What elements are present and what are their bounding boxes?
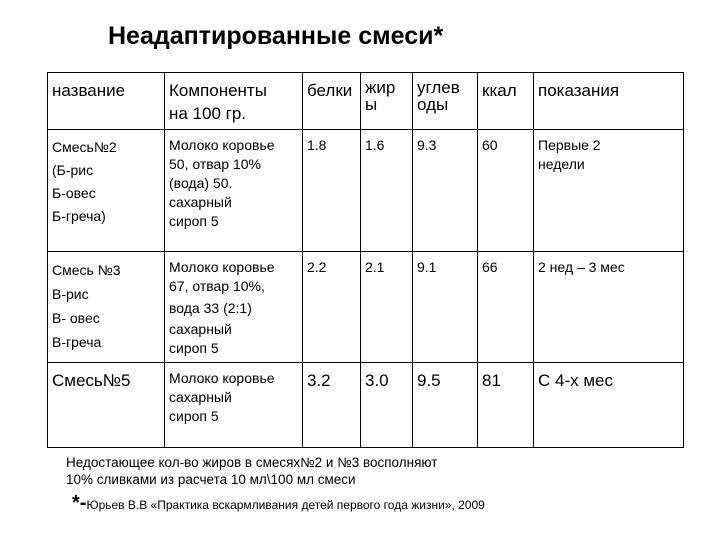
- row-1-indications-line-1: Первые 2: [538, 137, 601, 153]
- row-2-name-line-1: Смесь №3: [52, 262, 121, 278]
- row-1-name-line-4: Б-греча): [52, 208, 106, 224]
- header-fat: [361, 73, 413, 130]
- row-1-indications: [534, 130, 684, 252]
- row-2-indications-line-1: 2 нед – 3 мес: [538, 259, 625, 275]
- row-3-name-line-1: Смесь№5: [52, 371, 131, 390]
- row-2-carbs: 9.1: [413, 252, 478, 363]
- header-protein: [303, 73, 361, 130]
- row-3-components-line-3: сироп 5: [169, 408, 219, 424]
- row-1-name-line-1: Смесь№2: [52, 139, 117, 155]
- row-2-name-line-3: В- овес: [52, 310, 100, 326]
- row-3-indications-line-1: С 4-х мес: [538, 371, 613, 390]
- row-3-components-line-1: Молоко коровье: [169, 370, 275, 386]
- row-1-components-line-5: сироп 5: [169, 213, 219, 229]
- footnote-line-1: Недостающее кол-во жиров в смесях№2 и №3 восполняют: [66, 455, 438, 470]
- table-row: [48, 130, 684, 252]
- mixtures-table: [47, 72, 684, 448]
- row-3-fat: 3.0: [361, 363, 413, 448]
- source-citation: [72, 492, 485, 515]
- footnote: [66, 454, 437, 488]
- header-kcal-text: ккал: [482, 81, 517, 100]
- source-text: Юрьев В.В «Практика вскармливания детей первого года жизни», 2009: [86, 498, 485, 512]
- row-1-name-line-2: (Б-рис: [52, 162, 94, 178]
- row-3-components-line-2: сахарный: [169, 389, 232, 405]
- table-row: [48, 363, 684, 448]
- row-1-carbs: 9.3: [413, 130, 478, 252]
- header-components: [165, 73, 303, 130]
- header-kcal: [478, 73, 534, 130]
- footnote-line-2: 10% сливками из расчета 10 мл\100 мл смеси: [66, 472, 356, 487]
- row-2-indications: [534, 252, 684, 363]
- row-2-name-line-2: В-рис: [52, 286, 89, 302]
- table-row: [48, 252, 684, 363]
- header-name: [48, 73, 165, 130]
- row-3-carbs: 9.5: [413, 363, 478, 448]
- row-2-name-line-4: В-греча: [52, 334, 102, 350]
- page-title: Неадаптированные смеси*: [108, 22, 444, 50]
- row-1-name: [48, 130, 165, 252]
- row-1-components-line-3: (вода) 50.: [169, 175, 233, 191]
- row-1-kcal: 60: [478, 130, 534, 252]
- header-indications: [534, 73, 684, 130]
- row-2-protein: 2.2: [303, 252, 361, 363]
- header-carbs-line-2: оды: [417, 95, 449, 114]
- row-2-kcal: 66: [478, 252, 534, 363]
- header-indications-text: показания: [538, 81, 620, 100]
- row-2-components-line-4: сахарный: [169, 321, 232, 337]
- row-2-components-line-5: сироп 5: [169, 340, 219, 356]
- row-2-components: [165, 252, 303, 363]
- header-carbs-line-1: углев: [417, 78, 460, 97]
- row-3-protein: 3.2: [303, 363, 361, 448]
- row-1-protein: 1.8: [303, 130, 361, 252]
- row-3-components: [165, 363, 303, 448]
- header-components-line-1: Компоненты: [169, 81, 267, 100]
- row-1-components-line-1: Молоко коровье: [169, 137, 275, 153]
- header-fat-line-2: ы: [365, 95, 378, 114]
- row-1-indications-line-2: недели: [538, 156, 585, 172]
- row-1-components: [165, 130, 303, 252]
- row-2-fat: 2.1: [361, 252, 413, 363]
- row-1-name-line-3: Б-овес: [52, 185, 96, 201]
- header-row: [48, 73, 684, 130]
- row-2-components-line-2: 67, отвар 10%,: [169, 278, 265, 294]
- header-fat-line-1: жир: [365, 78, 396, 97]
- row-1-components-line-2: 50, отвар 10%: [169, 156, 262, 172]
- header-carbs: [413, 73, 478, 130]
- source-mark: *-: [72, 492, 87, 514]
- header-protein-text: белки: [307, 81, 353, 100]
- row-2-components-line-1: Молоко коровье: [169, 259, 275, 275]
- row-1-fat: 1.6: [361, 130, 413, 252]
- header-name-text: название: [52, 81, 126, 100]
- row-3-indications: [534, 363, 684, 448]
- row-3-name: [48, 363, 165, 448]
- row-1-components-line-4: сахарный: [169, 194, 232, 210]
- row-2-name: [48, 252, 165, 363]
- row-3-kcal: 81: [478, 363, 534, 448]
- row-2-components-line-3: вода 33 (2:1): [169, 300, 252, 316]
- header-components-line-2: на 100 гр.: [169, 104, 247, 123]
